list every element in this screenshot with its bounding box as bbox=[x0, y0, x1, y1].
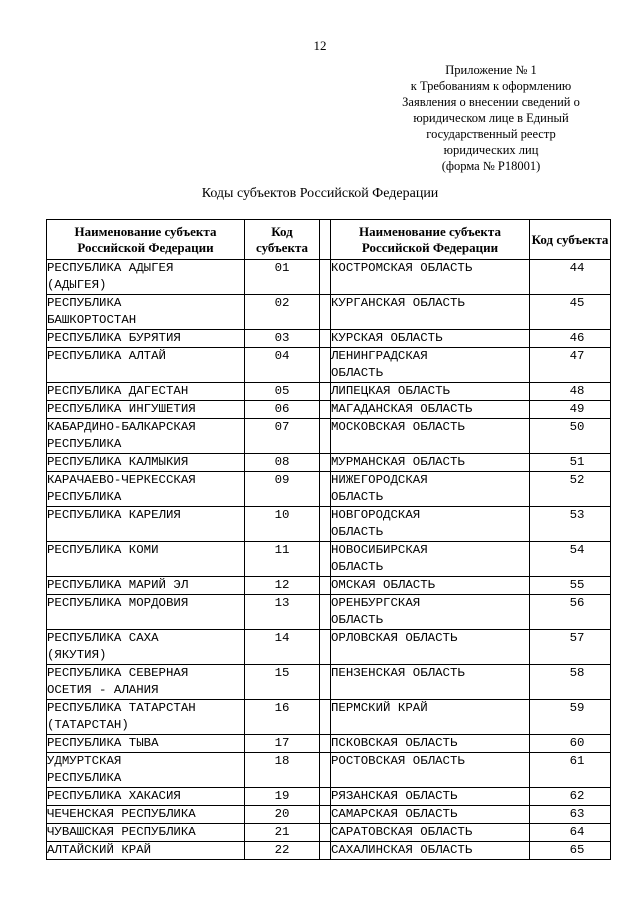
left-region-name: РЕСПУБЛИКА ИНГУШЕТИЯ bbox=[47, 401, 245, 419]
left-region-name: РЕСПУБЛИКА МАРИЙ ЭЛ bbox=[47, 577, 245, 595]
appendix-line: к Требованиям к оформлению bbox=[410, 79, 572, 93]
table-row bbox=[47, 735, 611, 753]
right-region-code: 52 bbox=[530, 472, 611, 507]
column-separator bbox=[320, 260, 331, 295]
left-region-code: 15 bbox=[245, 665, 320, 700]
table-row bbox=[47, 419, 611, 454]
column-separator bbox=[320, 220, 331, 260]
header-code-right: Код субъекта bbox=[530, 220, 611, 260]
column-separator bbox=[320, 595, 331, 630]
left-region-code: 09 bbox=[245, 472, 320, 507]
left-region-name: РЕСПУБЛИКА СЕВЕРНАЯ ОСЕТИЯ - АЛАНИЯ bbox=[47, 665, 245, 700]
left-region-code: 11 bbox=[245, 542, 320, 577]
column-separator bbox=[320, 824, 331, 842]
column-separator bbox=[320, 788, 331, 806]
left-region-code: 21 bbox=[245, 824, 320, 842]
right-region-code: 51 bbox=[530, 454, 611, 472]
table-row bbox=[47, 806, 611, 824]
table-row bbox=[47, 842, 611, 860]
table-row bbox=[47, 401, 611, 419]
right-region-name: ОРЕНБУРГСКАЯ ОБЛАСТЬ bbox=[331, 595, 530, 630]
right-region-name: МОСКОВСКАЯ ОБЛАСТЬ bbox=[331, 419, 530, 454]
column-separator bbox=[320, 454, 331, 472]
right-region-name: САРАТОВСКАЯ ОБЛАСТЬ bbox=[331, 824, 530, 842]
right-region-code: 47 bbox=[530, 348, 611, 383]
left-region-name: АЛТАЙСКИЙ КРАЙ bbox=[47, 842, 245, 860]
table-row bbox=[47, 753, 611, 788]
left-region-name: РЕСПУБЛИКА ТЫВА bbox=[47, 735, 245, 753]
table-row bbox=[47, 788, 611, 806]
left-region-code: 22 bbox=[245, 842, 320, 860]
appendix-line: (форма № Р18001) bbox=[441, 159, 541, 173]
right-region-code: 55 bbox=[530, 577, 611, 595]
right-region-name: РЯЗАНСКАЯ ОБЛАСТЬ bbox=[331, 788, 530, 806]
right-region-name: ПЕРМСКИЙ КРАЙ bbox=[331, 700, 530, 735]
right-region-code: 44 bbox=[530, 260, 611, 295]
column-separator bbox=[320, 401, 331, 419]
right-region-name: КУРСКАЯ ОБЛАСТЬ bbox=[331, 330, 530, 348]
column-separator bbox=[320, 419, 331, 454]
left-region-code: 17 bbox=[245, 735, 320, 753]
table-row bbox=[47, 383, 611, 401]
left-region-code: 10 bbox=[245, 507, 320, 542]
left-region-name: РЕСПУБЛИКА КАРЕЛИЯ bbox=[47, 507, 245, 542]
left-region-code: 03 bbox=[245, 330, 320, 348]
right-region-name: ПЕНЗЕНСКАЯ ОБЛАСТЬ bbox=[331, 665, 530, 700]
right-region-code: 64 bbox=[530, 824, 611, 842]
table-row bbox=[47, 700, 611, 735]
right-region-code: 65 bbox=[530, 842, 611, 860]
appendix-note bbox=[386, 62, 596, 174]
right-region-code: 57 bbox=[530, 630, 611, 665]
right-region-code: 61 bbox=[530, 753, 611, 788]
left-region-name: РЕСПУБЛИКА АЛТАЙ bbox=[47, 348, 245, 383]
left-region-name: КАРАЧАЕВО-ЧЕРКЕССКАЯ РЕСПУБЛИКА bbox=[47, 472, 245, 507]
right-region-code: 58 bbox=[530, 665, 611, 700]
left-region-name: РЕСПУБЛИКА САХА (ЯКУТИЯ) bbox=[47, 630, 245, 665]
left-region-code: 08 bbox=[245, 454, 320, 472]
right-region-name: НОВОСИБИРСКАЯ ОБЛАСТЬ bbox=[331, 542, 530, 577]
right-region-code: 46 bbox=[530, 330, 611, 348]
right-region-code: 63 bbox=[530, 806, 611, 824]
left-region-code: 04 bbox=[245, 348, 320, 383]
column-separator bbox=[320, 806, 331, 824]
table-row bbox=[47, 507, 611, 542]
left-region-code: 01 bbox=[245, 260, 320, 295]
column-separator bbox=[320, 542, 331, 577]
table-header-row bbox=[47, 220, 611, 260]
table-row bbox=[47, 824, 611, 842]
column-separator bbox=[320, 753, 331, 788]
right-region-name: КУРГАНСКАЯ ОБЛАСТЬ bbox=[331, 295, 530, 330]
right-region-name: ЛЕНИНГРАДСКАЯ ОБЛАСТЬ bbox=[331, 348, 530, 383]
table-row bbox=[47, 348, 611, 383]
right-region-name: ОРЛОВСКАЯ ОБЛАСТЬ bbox=[331, 630, 530, 665]
left-region-name: РЕСПУБЛИКА ТАТАРСТАН (ТАТАРСТАН) bbox=[47, 700, 245, 735]
header-name-left: Наименование субъекта Российской Федерации bbox=[47, 220, 245, 260]
column-separator bbox=[320, 577, 331, 595]
table-row bbox=[47, 454, 611, 472]
table-row bbox=[47, 542, 611, 577]
column-separator bbox=[320, 295, 331, 330]
left-region-name: РЕСПУБЛИКА КОМИ bbox=[47, 542, 245, 577]
table-row bbox=[47, 577, 611, 595]
left-region-name: РЕСПУБЛИКА МОРДОВИЯ bbox=[47, 595, 245, 630]
left-region-code: 20 bbox=[245, 806, 320, 824]
left-region-name: РЕСПУБЛИКА ХАКАСИЯ bbox=[47, 788, 245, 806]
left-region-code: 06 bbox=[245, 401, 320, 419]
right-region-name: ЛИПЕЦКАЯ ОБЛАСТЬ bbox=[331, 383, 530, 401]
column-separator bbox=[320, 383, 331, 401]
left-region-name: КАБАРДИНО-БАЛКАРСКАЯ РЕСПУБЛИКА bbox=[47, 419, 245, 454]
appendix-line: Заявления о внесении сведений о bbox=[402, 95, 580, 109]
left-region-code: 05 bbox=[245, 383, 320, 401]
right-region-name: МУРМАНСКАЯ ОБЛАСТЬ bbox=[331, 454, 530, 472]
header-name-right: Наименование субъекта Российской Федерации bbox=[331, 220, 530, 260]
left-region-code: 14 bbox=[245, 630, 320, 665]
column-separator bbox=[320, 348, 331, 383]
right-region-name: МАГАДАНСКАЯ ОБЛАСТЬ bbox=[331, 401, 530, 419]
header-code-left: Код субъекта bbox=[245, 220, 320, 260]
column-separator bbox=[320, 507, 331, 542]
column-separator bbox=[320, 665, 331, 700]
left-region-code: 07 bbox=[245, 419, 320, 454]
right-region-code: 53 bbox=[530, 507, 611, 542]
right-region-name: НОВГОРОДСКАЯ ОБЛАСТЬ bbox=[331, 507, 530, 542]
left-region-name: РЕСПУБЛИКА АДЫГЕЯ (АДЫГЕЯ) bbox=[47, 260, 245, 295]
table-body bbox=[47, 260, 611, 860]
left-region-code: 18 bbox=[245, 753, 320, 788]
left-region-name: ЧУВАШСКАЯ РЕСПУБЛИКА bbox=[47, 824, 245, 842]
appendix-line: государственный реестр bbox=[426, 127, 556, 141]
appendix-line: юридическом лице в Единый bbox=[413, 111, 569, 125]
right-region-name: САМАРСКАЯ ОБЛАСТЬ bbox=[331, 806, 530, 824]
table-row bbox=[47, 665, 611, 700]
right-region-code: 56 bbox=[530, 595, 611, 630]
region-codes-table bbox=[46, 219, 611, 860]
right-region-code: 54 bbox=[530, 542, 611, 577]
appendix-line: юридических лиц bbox=[443, 143, 539, 157]
right-region-code: 45 bbox=[530, 295, 611, 330]
document-title: Коды субъектов Российской Федерации bbox=[201, 186, 439, 201]
left-region-name: РЕСПУБЛИКА БАШКОРТОСТАН bbox=[47, 295, 245, 330]
right-region-name: ОМСКАЯ ОБЛАСТЬ bbox=[331, 577, 530, 595]
right-region-code: 49 bbox=[530, 401, 611, 419]
left-region-name: РЕСПУБЛИКА БУРЯТИЯ bbox=[47, 330, 245, 348]
table-row bbox=[47, 630, 611, 665]
right-region-code: 48 bbox=[530, 383, 611, 401]
left-region-code: 19 bbox=[245, 788, 320, 806]
right-region-name: КОСТРОМСКАЯ ОБЛАСТЬ bbox=[331, 260, 530, 295]
table-row bbox=[47, 472, 611, 507]
left-region-code: 13 bbox=[245, 595, 320, 630]
right-region-name: ПСКОВСКАЯ ОБЛАСТЬ bbox=[331, 735, 530, 753]
left-region-name: ЧЕЧЕНСКАЯ РЕСПУБЛИКА bbox=[47, 806, 245, 824]
right-region-code: 60 bbox=[530, 735, 611, 753]
left-region-code: 02 bbox=[245, 295, 320, 330]
table-row bbox=[47, 260, 611, 295]
right-region-code: 50 bbox=[530, 419, 611, 454]
column-separator bbox=[320, 735, 331, 753]
column-separator bbox=[320, 842, 331, 860]
table-row bbox=[47, 595, 611, 630]
left-region-name: РЕСПУБЛИКА ДАГЕСТАН bbox=[47, 383, 245, 401]
column-separator bbox=[320, 472, 331, 507]
left-region-code: 12 bbox=[245, 577, 320, 595]
right-region-name: НИЖЕГОРОДСКАЯ ОБЛАСТЬ bbox=[331, 472, 530, 507]
table-row bbox=[47, 330, 611, 348]
appendix-line: Приложение № 1 bbox=[445, 63, 537, 77]
column-separator bbox=[320, 630, 331, 665]
right-region-code: 59 bbox=[530, 700, 611, 735]
table-row bbox=[47, 295, 611, 330]
left-region-name: УДМУРТСКАЯ РЕСПУБЛИКА bbox=[47, 753, 245, 788]
page-number: 12 bbox=[313, 38, 327, 53]
column-separator bbox=[320, 700, 331, 735]
right-region-code: 62 bbox=[530, 788, 611, 806]
left-region-code: 16 bbox=[245, 700, 320, 735]
column-separator bbox=[320, 330, 331, 348]
left-region-name: РЕСПУБЛИКА КАЛМЫКИЯ bbox=[47, 454, 245, 472]
right-region-name: САХАЛИНСКАЯ ОБЛАСТЬ bbox=[331, 842, 530, 860]
right-region-name: РОСТОВСКАЯ ОБЛАСТЬ bbox=[331, 753, 530, 788]
